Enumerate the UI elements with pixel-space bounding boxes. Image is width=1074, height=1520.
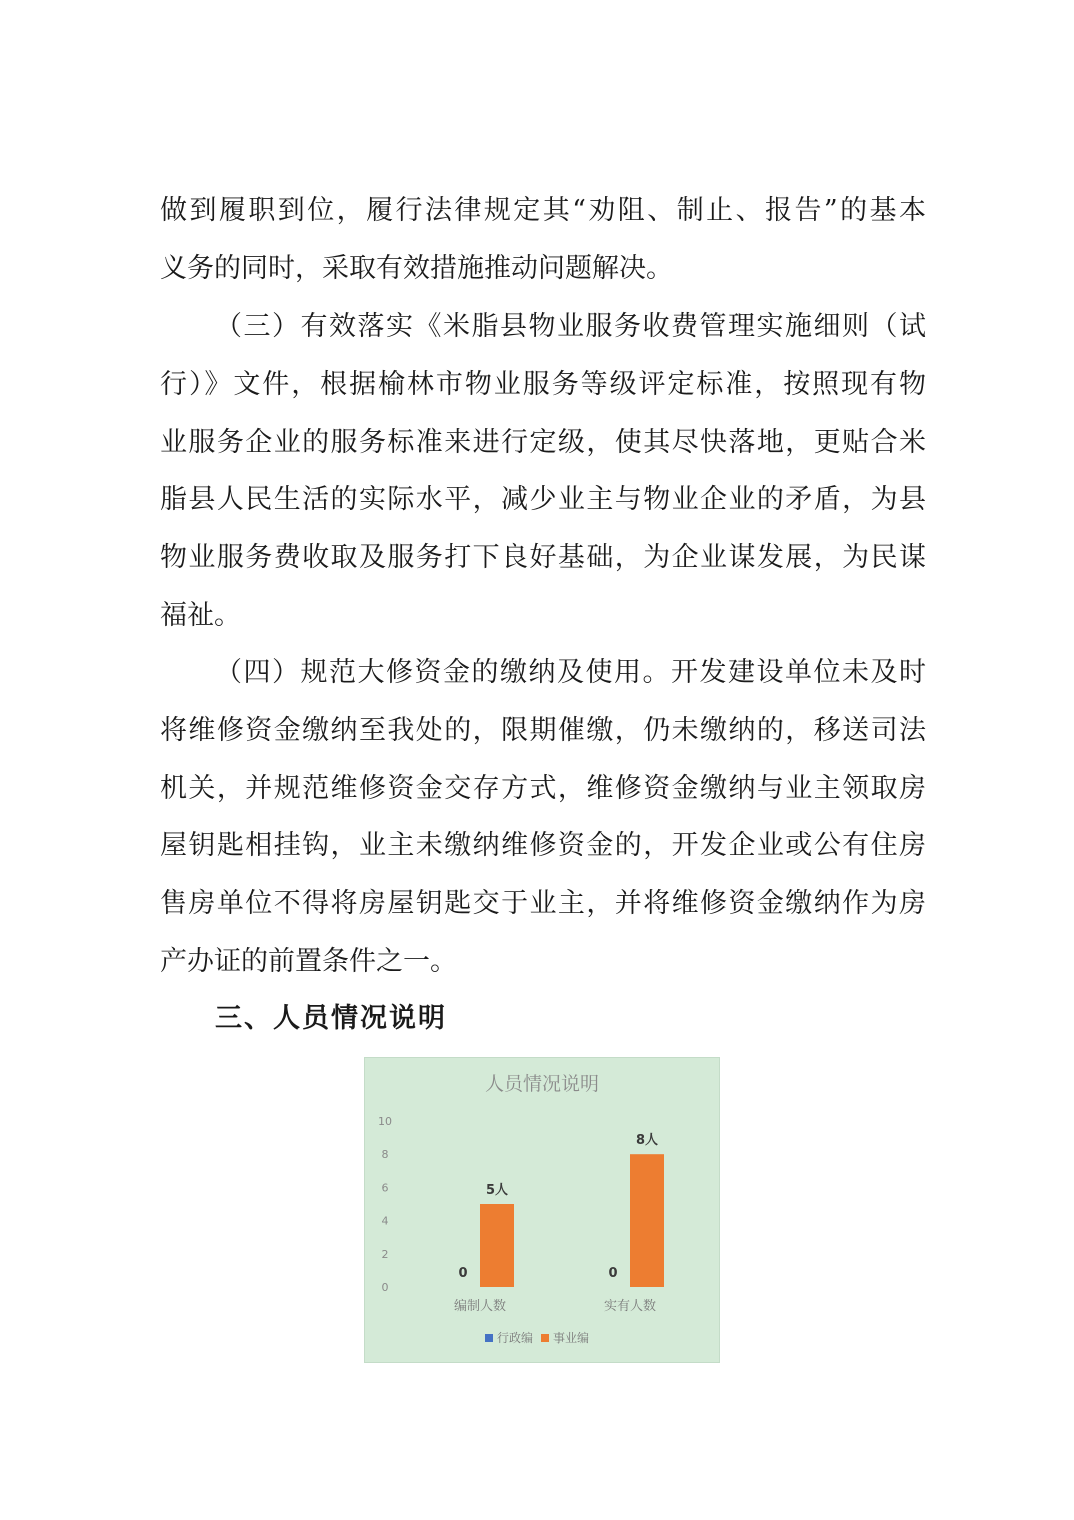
paragraph-line: 售房单位不得将房屋钥匙交于业主，并将维修资金缴纳作为房 [160,888,926,919]
legend-label: 行政编 [497,1331,534,1345]
legend-swatch [485,1334,493,1342]
chart-canvas [365,1058,719,1362]
section-heading: 三、人员情况说明 [215,1003,447,1034]
data-label: 5人 [485,1183,509,1198]
y-tick-label: 10 [378,1115,392,1128]
chart-legend [485,1330,589,1345]
legend-label: 事业编 [553,1331,590,1345]
paragraph-line: 福祉。 [160,600,241,631]
bar-chart [364,1057,720,1363]
y-tick-label: 8 [381,1148,389,1162]
paragraph-line: 将维修资金缴纳至我处的，限期催缴，仍未缴纳的，移送司法 [160,715,926,746]
x-axis [454,1298,656,1314]
chart-title: 人员情况说明 [484,1073,600,1095]
data-label: 0 [458,1266,468,1281]
paragraph-line: （三）有效落实《米脂县物业服务收费管理实施细则（试 [215,311,926,342]
bar [480,1204,514,1287]
legend-swatch [541,1334,549,1342]
y-tick-label: 6 [381,1181,389,1195]
y-tick-label: 4 [381,1214,389,1228]
data-label: 8人 [635,1133,659,1149]
paragraph-line: 行）》文件，根据榆林市物业服务等级评定标准，按照现有物 [160,369,926,400]
paragraph-line: 业服务企业的服务标准来进行定级，使其尽快落地，更贴合米 [160,427,926,458]
x-tick-label: 编制人数 [453,1299,507,1314]
x-tick-label: 实有人数 [603,1299,657,1314]
y-axis [378,1115,392,1294]
paragraph-line: 屋钥匙相挂钩，业主未缴纳维修资金的，开发企业或公有住房 [160,830,926,861]
paragraph-line: 产办证的前置条件之一。 [160,946,457,977]
data-label: 0 [608,1266,618,1281]
paragraph-line: 物业服务费收取及服务打下良好基础，为企业谋发展，为民谋 [160,542,926,573]
paragraph-line: 义务的同时，采取有效措施推动问题解决。 [160,253,673,284]
y-tick-label: 0 [381,1281,389,1294]
paragraph-line: 机关，并规范维修资金交存方式，维修资金缴纳与业主领取房 [160,773,926,804]
paragraph-line: （四）规范大修资金的缴纳及使用。开发建设单位未及时 [215,657,926,688]
y-tick-label: 2 [381,1247,389,1261]
paragraph-line: 做到履职到位，履行法律规定其“劝阻、制止、报告”的基本 [160,195,926,226]
paragraph-line: 脂县人民生活的实际水平，减少业主与物业企业的矛盾，为县 [160,484,926,515]
bar [630,1154,664,1287]
bar-series [458,1133,664,1287]
